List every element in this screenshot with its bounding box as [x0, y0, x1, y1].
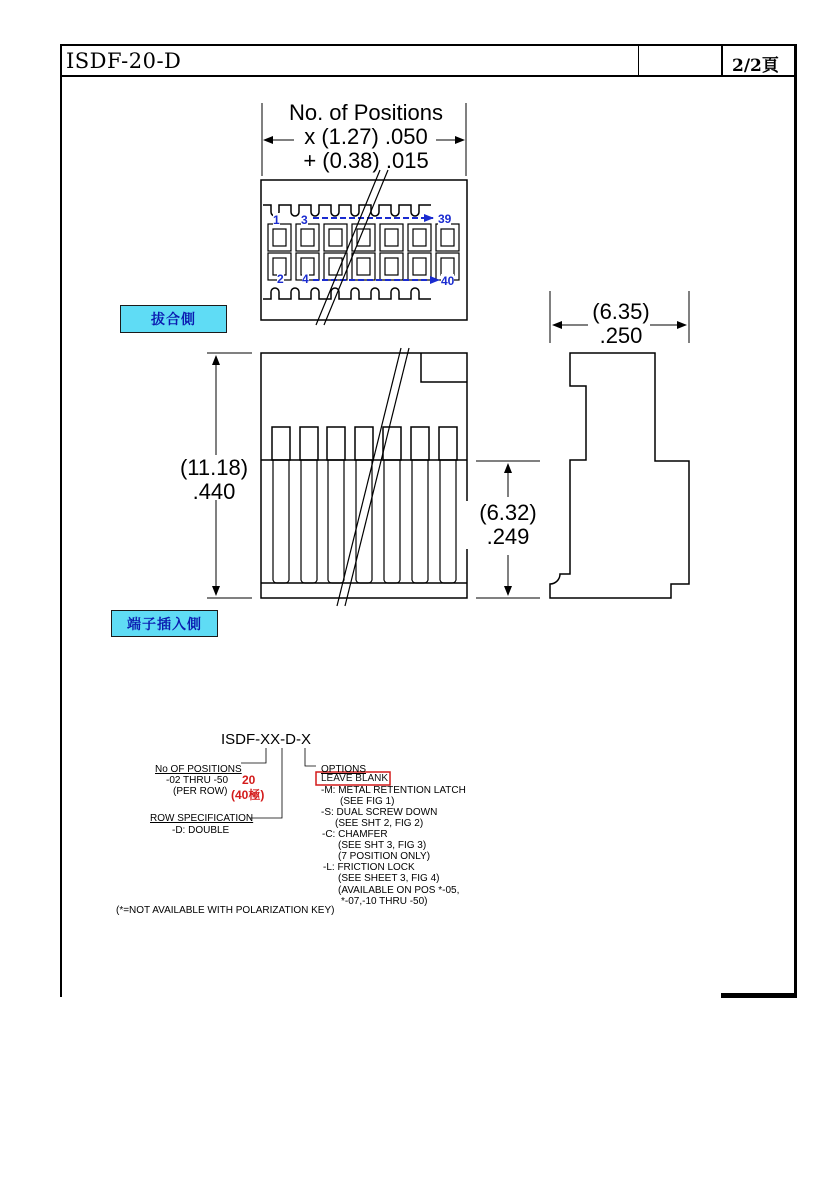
option-item: (SEE SHT 2, FIG 2)	[335, 818, 424, 829]
mating-side-label: 拔合側	[120, 305, 227, 333]
selected-positions: 20	[242, 773, 256, 787]
sub-height-in: .249	[486, 524, 530, 549]
pin-number: 2	[277, 272, 284, 286]
depth-mm: (6.35)	[592, 299, 650, 324]
width-dimension-label	[266, 101, 466, 173]
option-item: (7 POSITION ONLY)	[338, 851, 431, 862]
sub-height-dimension-label	[466, 501, 550, 549]
options-heading: OPTIONS	[321, 764, 367, 775]
option-item: -C: CHAMFER	[322, 829, 388, 840]
part-number-code: ISDF-XX-D-X	[221, 731, 311, 748]
depth-dimension-label	[576, 300, 666, 348]
footnote: (*=NOT AVAILABLE WITH POLARIZATION KEY)	[116, 905, 335, 916]
width-dimension-line1: No. of Positions	[288, 100, 444, 125]
pin-number: 39	[438, 212, 452, 226]
option-item: (AVAILABLE ON POS *-05,	[338, 885, 460, 896]
height-dimension-label	[168, 456, 260, 504]
option-item: -L: FRICTION LOCK	[323, 862, 415, 873]
option-item: -S: DUAL SCREW DOWN	[321, 807, 438, 818]
option-item: *-07,-10 THRU -50)	[341, 896, 428, 907]
positions-per-row: (PER ROW)	[173, 786, 228, 797]
pin-number: 3	[301, 213, 308, 227]
option-item: (SEE SHT 3, FIG 3)	[338, 840, 427, 851]
height-mm: (11.18)	[179, 455, 249, 480]
height-in: .440	[192, 479, 236, 504]
option-item: (SEE SHEET 3, FIG 4)	[338, 873, 440, 884]
top-view	[261, 170, 467, 325]
sub-height-mm: (6.32)	[479, 500, 537, 525]
row-spec-value: -D: DOUBLE	[172, 825, 230, 836]
option-item: LEAVE BLANK	[321, 773, 389, 784]
option-item: -M: METAL RETENTION LATCH	[321, 785, 466, 796]
positions-range: -02 THRU -50	[166, 775, 229, 786]
part-number-title: ISDF-20-D	[66, 49, 182, 73]
width-dimension-line2: x (1.27) .050	[304, 124, 428, 149]
terminal-insert-side-label: 端子插入側	[111, 610, 218, 637]
positions-heading: No OF POSITIONS	[155, 764, 242, 775]
pin-number: 4	[302, 272, 309, 286]
selected-positions-total: (40極)	[231, 788, 265, 802]
pin-number: 1	[273, 213, 280, 227]
row-spec-heading: ROW SPECIFICATION	[150, 813, 254, 824]
width-dimension-line3: + (0.38) .015	[303, 148, 429, 173]
pin-number: 40	[441, 274, 455, 288]
option-item: (SEE FIG 1)	[340, 796, 395, 807]
depth-in: .250	[599, 323, 643, 348]
page-number: 2/2頁	[732, 56, 779, 76]
